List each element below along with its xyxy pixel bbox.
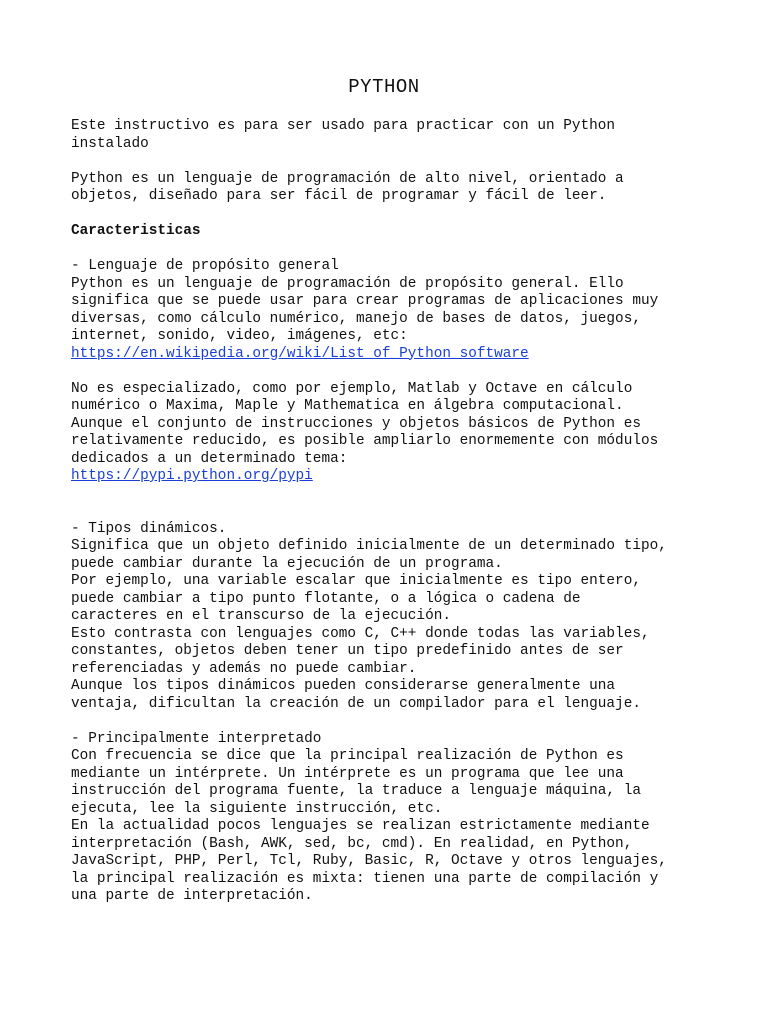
intro-line-2: instalado: [71, 135, 149, 152]
dynamic-types-line-10: ventaja, dificultan la creación de un compilador para el lenguaje.: [71, 695, 641, 712]
dynamic-types-line-3: Por ejemplo, una variable escalar que inicialmente es tipo entero,: [71, 573, 641, 589]
general-purpose-line-4: internet, sonido, video, imágenes, etc:: [71, 328, 408, 344]
general-purpose-heading: - Lenguaje de propósito general: [71, 258, 339, 274]
intro-paragraph: [71, 118, 751, 153]
description-line-2: objetos, diseñado para ser fácil de programar y fácil de leer.: [71, 188, 607, 204]
general-purpose-section: [71, 258, 751, 363]
description-paragraph: [71, 171, 751, 206]
dynamic-types-line-1: Significa que un objeto definido inicialmente de un determinado tipo,: [71, 538, 667, 554]
not-specialized-line-3: Aunque el conjunto de instrucciones y objetos básicos de Python es: [71, 415, 641, 432]
interpreted-section: [71, 731, 751, 906]
general-purpose-line-3: diversas, como cálculo numérico, manejo de bases de datos, juegos,: [71, 310, 641, 327]
dynamic-types-section: [71, 521, 751, 714]
interpreted-line-9: una parte de interpretación.: [71, 888, 313, 904]
interpreted-line-4: ejecuta, lee la siguiente instrucción, etc.: [71, 800, 443, 817]
interpreted-line-1: Con frecuencia se dice que la principal realización de Python es: [71, 748, 624, 764]
not-specialized-paragraph: [71, 381, 751, 486]
dynamic-types-line-6: Esto contrasta con lenguajes como C, C++ donde todas las variables,: [71, 625, 650, 642]
general-purpose-line-2: significa que se puede usar para crear programas de aplicaciones muy: [71, 293, 659, 309]
dynamic-types-line-4: puede cambiar a tipo punto flotante, o a lógica o cadena de: [71, 590, 581, 607]
description-line-1: Python es un lenguaje de programación de alto nivel, orientado a: [71, 170, 624, 187]
document-body: [71, 118, 751, 906]
dynamic-types-line-5: caracteres en el transcurso de la ejecución.: [71, 608, 451, 624]
general-purpose-line-1: Python es un lenguaje de programación de propósito general. Ello: [71, 275, 624, 292]
dynamic-types-line-8: referenciadas y además no puede cambiar.: [71, 660, 417, 677]
interpreted-line-5: En la actualidad pocos lenguajes se realizan estrictamente mediante: [71, 818, 650, 834]
not-specialized-line-1: No es especializado, como por ejemplo, Matlab y Octave en cálculo: [71, 380, 633, 397]
interpreted-line-6: interpretación (Bash, AWK, sed, bc, cmd). En realidad, en Python,: [71, 835, 633, 852]
intro-line-1: Este instructivo es para ser usado para practicar con un Python: [71, 118, 616, 134]
dynamic-types-line-2: puede cambiar durante la ejecución de un programa.: [71, 555, 503, 572]
page-title: PYTHON: [348, 76, 420, 98]
pypi-link[interactable]: https://pypi.python.org/pypi: [71, 468, 313, 484]
not-specialized-line-4: relativamente reducido, es posible ampliarlo enormemente con módulos: [71, 433, 659, 449]
interpreted-line-8: la principal realización es mixta: tienen una parte de compilación y: [71, 870, 659, 887]
dynamic-types-line-9: Aunque los tipos dinámicos pueden considerarse generalmente una: [71, 678, 616, 694]
interpreted-line-2: mediante un intérprete. Un intérprete es un programa que lee una: [71, 765, 624, 782]
dynamic-types-heading: - Tipos dinámicos.: [71, 520, 227, 537]
interpreted-line-7: JavaScript, PHP, Perl, Tcl, Ruby, Basic, R, Octave y otros lenguajes,: [71, 853, 667, 869]
dynamic-types-line-7: constantes, objetos deben tener un tipo predefinido antes de ser: [71, 643, 624, 659]
wikipedia-python-software-link[interactable]: https://en.wikipedia.org/wiki/List_of_Python_software: [71, 345, 529, 362]
not-specialized-line-2: numérico o Maxima, Maple y Mathematica en álgebra computacional.: [71, 398, 624, 414]
interpreted-line-3: instrucción del programa fuente, la traduce a lenguaje máquina, la: [71, 783, 641, 799]
features-heading: Caracteristicas: [71, 223, 201, 239]
not-specialized-line-5: dedicados a un determinado tema:: [71, 450, 348, 467]
interpreted-heading: - Principalmente interpretado: [71, 730, 322, 747]
